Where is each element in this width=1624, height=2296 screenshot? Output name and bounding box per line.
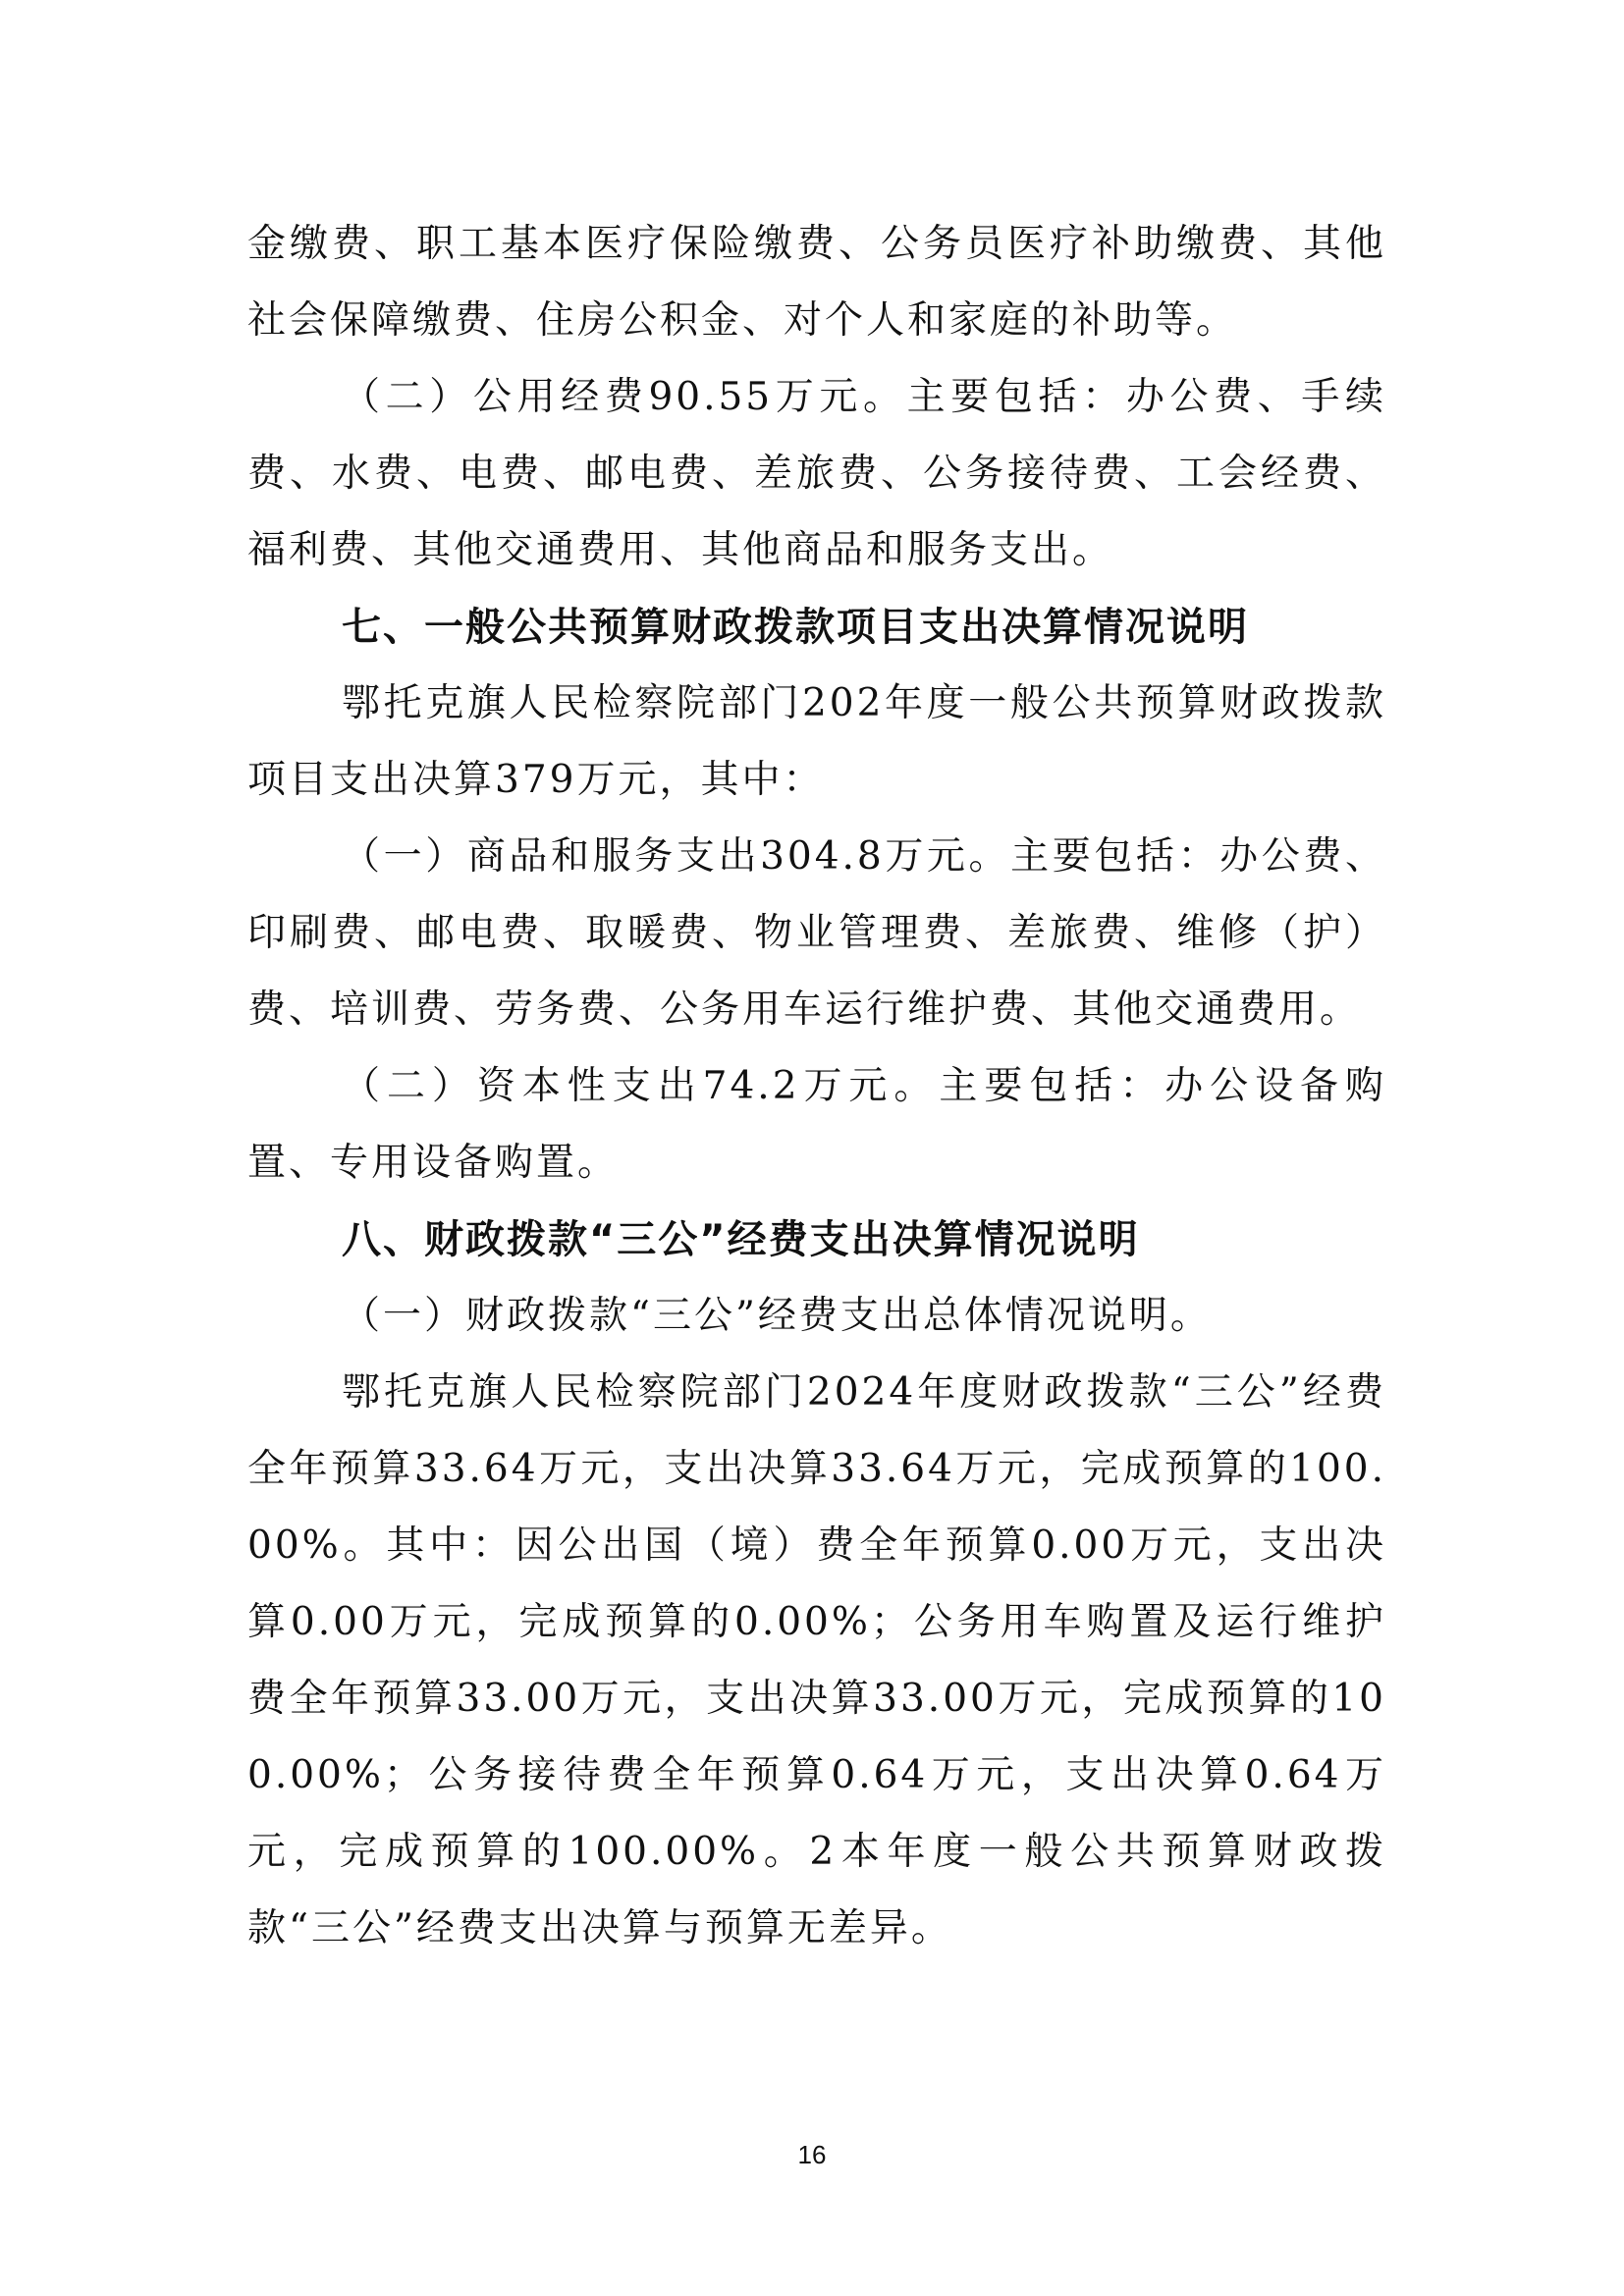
section-heading-8: 八、财政拨款“三公”经费支出决算情况说明 (342, 1217, 1140, 1262)
paragraph-capital-expenditure: （二）资本性支出74.2万元。主要包括：办公设备购置、专用设备购置。 (247, 1064, 1386, 1185)
paragraph-social-security-items: 金缴费、职工基本医疗保险缴费、公务员医疗补助缴费、其他社会保障缴费、住房公积金、对个人和家庭的补助等。 (247, 222, 1386, 343)
paragraph-goods-services: （一）商品和服务支出304.8万元。主要包括：办公费、印刷费、邮电费、取暖费、物业管理费、差旅费、维修（护）费、培训费、劳务费、公务用车运行维护费、其他交通费用。 (247, 834, 1386, 1032)
paragraph-project-expenditure: 鄂托克旗人民检察院部门202年度一般公共预算财政拨款项目支出决算379万元，其中： (247, 681, 1386, 802)
paragraph-three-public-details: 鄂托克旗人民检察院部门2024年度财政拨款“三公”经费全年预算33.64万元，支出决算33.64万元，完成预算的100.00%。其中：因公出国（境）费全年预算0.00万元，支出决算0.00万元，完成预算的0.00%；公务用车购置及运行维护费全年预算33.00万元，支出决算33.00万元，完成预算的100.00%；公务接待费全年预算0.64万元，支出决算0.64万元，完成预算的100.00%。2本年度一般公共预算财政拨款“三公”经费支出决算与预算无差异。 (247, 1370, 1386, 1950)
document-body (247, 206, 1386, 1967)
paragraph-public-expenses: （二）公用经费90.55万元。主要包括：办公费、手续费、水费、电费、邮电费、差旅费、公务接待费、工会经费、福利费、其他交通费用、其他商品和服务支出。 (247, 375, 1386, 572)
section-heading-7: 七、一般公共预算财政拨款项目支出决算情况说明 (342, 605, 1249, 650)
page-number: 16 (797, 2140, 827, 2169)
subheading-three-public-overview: （一）财政拨款“三公”经费支出总体情况说明。 (342, 1294, 1212, 1338)
